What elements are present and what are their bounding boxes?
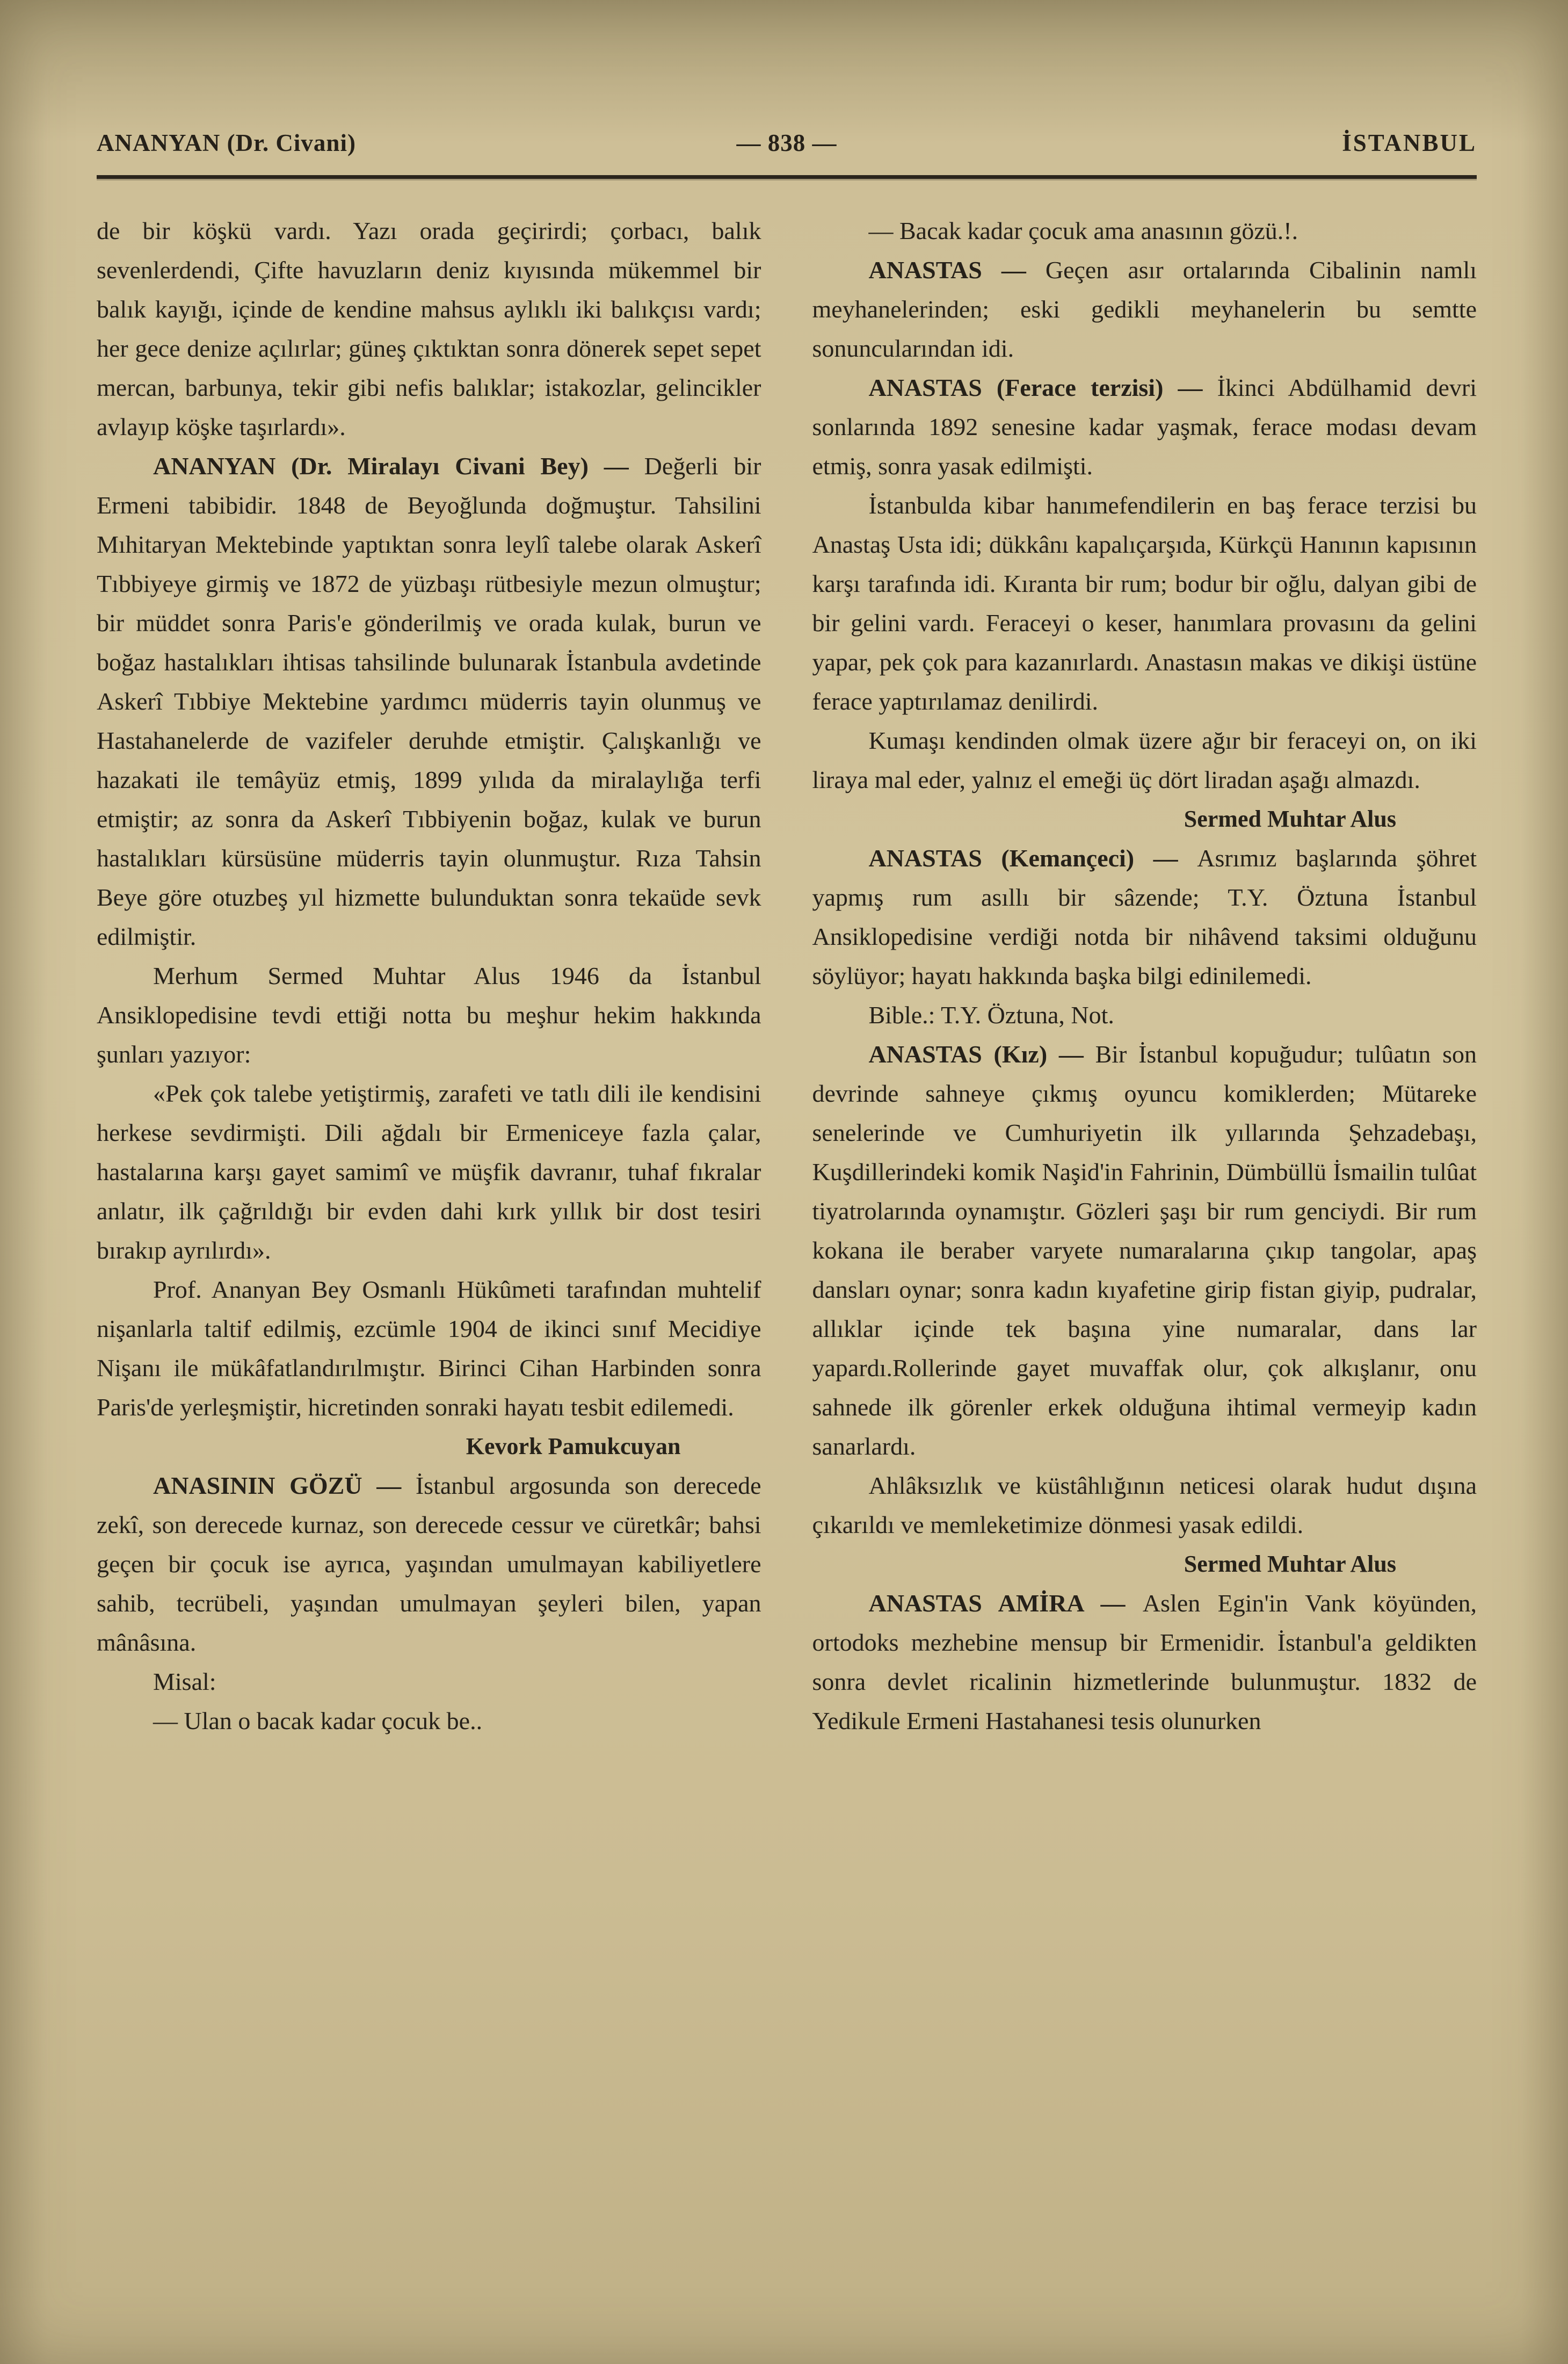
- entry-term: ANASTAS —: [868, 256, 1046, 284]
- paragraph: [812, 838, 1477, 995]
- page-number: — 838 —: [736, 129, 837, 156]
- paragraph-text: Prof. Ananyan Bey Osmanlı Hükûmeti tarafından muhtelif nişanlarla taltif edilmiş, ezcümle 1904 de ikinci sınıf Mecidiye Nişanı ile mükâfatlandırılmıştır. Birinci Cihan Harbinden sonra Paris'de yerleşmiştir, hicretinden sonraki hayatı tesbit edilemedi.: [97, 1276, 761, 1421]
- paragraph: [97, 1701, 761, 1740]
- entry-term: ANANYAN (Dr. Miralayı Civani Bey) —: [153, 452, 644, 480]
- header-entry-title: ANANYAN (Dr. Civani): [97, 129, 356, 156]
- paragraph: [812, 368, 1477, 486]
- entry-term: ANASTAS (Kemançeci) —: [868, 844, 1197, 872]
- author-signature: [97, 1427, 761, 1466]
- left-column: [97, 211, 761, 1740]
- paragraph-text: Aslen Egin'in Vank köyünden, ortodoks mezhebine mensup bir Ermenidir. İstanbul'a geldikten sonra devlet ricalinin hizmetlerinde bulunmuştur. 1832 de Yedikule Ermeni Hastahanesi tesis olunurken: [812, 1589, 1477, 1734]
- entry-term: ANASININ GÖZÜ —: [153, 1472, 416, 1499]
- signature-text: Kevork Pamukcuyan: [466, 1433, 681, 1459]
- paragraph: [97, 211, 761, 446]
- header-book-title: İSTANBUL: [1342, 129, 1477, 156]
- paragraph: [812, 250, 1477, 368]
- paragraph-text: «Pek çok talebe yetiştirmiş, zarafeti ve tatlı dili ile kendisini herkese sevdirmişti. Dili ağdalı bir Ermeniceye fazla çalar, hastalarına karşı gayet samimî ve müşfik davranır, tuhaf fıkralar anlatır, ilk çağrıldığı bir evden dahi kırk yıllık bir dost tesiri bırakıp ayrılırdı».: [97, 1080, 761, 1264]
- paragraph-text: İstanbul argosunda son derecede zekî, son derecede kurnaz, son derecede cessur ve cüretkâr; bahsi geçen bir çocuk ise ayrıca, yaşından umulmayan kabiliyetlere sahib, tecrübeli, yaşından umulmayan şeyleri bilen, yapan mânâsına.: [97, 1472, 761, 1656]
- signature-text: Sermed Muhtar Alus: [1184, 806, 1396, 832]
- right-column: [812, 211, 1477, 1740]
- paragraph: [812, 486, 1477, 721]
- paragraph: [97, 446, 761, 956]
- entry-term: ANASTAS (Kız) —: [868, 1040, 1095, 1068]
- paragraph: [812, 1584, 1477, 1740]
- paragraph: [812, 721, 1477, 799]
- paragraph-text: Bir İstanbul kopuğudur; tulûatın son devrinde sahneye çıkmış oyuncu komiklerden; Mütareke senelerinde ve Cumhuriyetin ilk yıllarında Şehzadebaşı, Kuşdillerindeki komik Naşid'in Fahrinin, Dümbüllü İsmailin tulûat tiyatrolarında oynamıştır. Gözleri şaşı bir rum genciydi. Bir rum kokana ile beraber varyete numaralarına çıkıp tangolar, apaş dansları oynar; sonra kadın kıyafetine girip fistan giyip, pudralar, allıklar içinde tek başına yine numaralar, dans lar yapardı.Rollerinde gayet muvaffak olur, çok alkışlanır, onu sahnede ilk görenler erkek olduğuna ihtimal vermeyip kadın sanarlardı.: [812, 1040, 1477, 1460]
- two-column-body: [97, 211, 1477, 1740]
- paragraph-text: Merhum Sermed Muhtar Alus 1946 da İstanbul Ansiklopedisine tevdi ettiği notta bu meşhur hekim hakkında şunları yazıyor:: [97, 962, 761, 1068]
- paragraph: [97, 1270, 761, 1427]
- paragraph: [97, 1662, 761, 1701]
- paragraph-text: Asrımız başlarında şöhret yapmış rum asıllı bir sâzende; T.Y. Öztuna İstanbul Ansiklopedisine verdiği notda bir nihâvend taksimi olduğunu söylüyor; hayatı hakkında başka bilgi edinilemedi.: [812, 844, 1477, 989]
- paragraph-text: Ahlâksızlık ve küstâhlığının neticesi olarak hudut dışına çıkarıldı ve memleketimize dönmesi yasak edildi.: [812, 1472, 1477, 1538]
- paragraph-text: — Ulan o bacak kadar çocuk be..: [153, 1707, 483, 1734]
- paragraph-text: de bir köşkü vardı. Yazı orada geçirirdi; çorbacı, balık sevenlerdendi, Çifte havuzların deniz kıyısında mükemmel bir balık kayığı, içinde de kendine mahsus aylıklı iki balıkçısı vardı; her gece denize açılırlar; güneş çıktıktan sonra dönerek sepet sepet mercan, barbunya, tekir gibi nefis balıklar; istakozlar, gelincikler avlayıp köşke taşırlardı».: [97, 217, 761, 440]
- entry-term: ANASTAS AMİRA —: [868, 1589, 1143, 1617]
- paragraph: [812, 1035, 1477, 1466]
- paragraph: [812, 1466, 1477, 1544]
- paragraph-text: — Bacak kadar çocuk ama anasının gözü.!.: [868, 217, 1298, 244]
- author-signature: [812, 799, 1477, 838]
- header-rule: [97, 175, 1477, 179]
- entry-term: ANASTAS (Ferace terzisi) —: [868, 374, 1217, 401]
- paragraph: [97, 1074, 761, 1270]
- paragraph: [812, 211, 1477, 250]
- running-header: [97, 129, 1477, 157]
- paragraph-text: Bible.: T.Y. Öztuna, Not.: [868, 1001, 1114, 1029]
- paragraph-text: İstanbulda kibar hanımefendilerin en baş ferace terzisi bu Anastaş Usta idi; dükkânı kapalıçarşıda, Kürkçü Hanının kapısının karşı tarafında idi. Kıranta bir rum; bodur bir oğlu, dalyan gibi de bir gelini vardı. Feraceyi o keser, hanımlara provasını da gelini yapar, pek çok para kazanırlardı. Anastasın makas ve dikişi üstüne ferace yaptırılamaz denilirdi.: [812, 491, 1477, 715]
- paragraph-text: Geçen asır ortalarında Cibalinin namlı meyhanelerinden; eski gedikli meyhanelerin bu semtte sonuncularından idi.: [812, 256, 1477, 362]
- paragraph: [97, 956, 761, 1074]
- author-signature: [812, 1544, 1477, 1584]
- paragraph-text: Kumaşı kendinden olmak üzere ağır bir feraceyi on, on iki liraya mal eder, yalnız el emeği üç dört liradan aşağı almazdı.: [812, 727, 1477, 793]
- paragraph-text: Misal:: [153, 1668, 216, 1695]
- signature-text: Sermed Muhtar Alus: [1184, 1551, 1396, 1577]
- paragraph: [97, 1466, 761, 1662]
- paragraph-text: İkinci Abdülhamid devri sonlarında 1892 senesine kadar yaşmak, ferace modası devam etmiş, sonra yasak edilmişti.: [812, 374, 1477, 480]
- paragraph-text: Değerli bir Ermeni tabibidir. 1848 de Beyoğlunda doğmuştur. Tahsilini Mıhitaryan Mektebinde yaptıktan sonra leylî talebe olarak Askerî Tıbbiyeye girmiş ve 1872 de yüzbaşı rütbesiyle mezun olmuştur; bir müddet sonra Paris'e gönderilmiş ve orada kulak, burun ve boğaz hastalıkları ihtisas tahsilinde bulunarak İstanbula avdetinde Askerî Tıbbiye Mektebine yardımcı müderris tayin olunmuş ve Hastahanelerde de vazifeler deruhde etmiştir. Çalışkanlığı ve hazakati ile temâyüz etmiş, 1899 yılıda da miralaylığa terfi etmiştir; az sonra da Askerî Tıbbiyenin boğaz, kulak ve burun hastalıkları kürsüsüne müderris tayin olunmuştur. Rıza Tahsin Beye göre otuzbeş yıl hizmette bulunduktan sonra tekaüde sevk edilmiştir.: [97, 452, 761, 950]
- bibliography-line: [812, 995, 1477, 1035]
